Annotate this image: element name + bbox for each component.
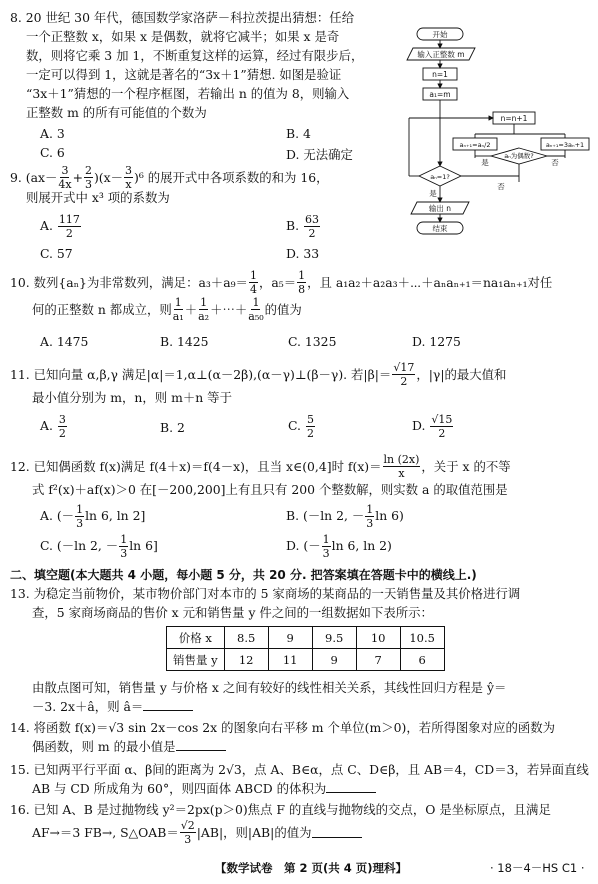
svg-text:开始: 开始 bbox=[432, 30, 448, 39]
q11-option-c[interactable]: C. $\frac{5}{2}$ bbox=[288, 413, 314, 440]
program-flowchart bbox=[405, 26, 590, 236]
svg-text:否: 否 bbox=[497, 182, 505, 191]
fraction: $\frac{3}{x}$ bbox=[125, 163, 133, 191]
q9-option-b[interactable]: B. $\frac{63}{2}$ bbox=[286, 213, 319, 240]
q11-option-d[interactable]: D. $\frac{√15}{2}$ bbox=[412, 413, 453, 440]
question-13: 13. 为稳定当前物价，某市物价部门对本市的 5 家商场的某商品的一天销售量及其价格进行调 查，5 家商场商品的售价 x 元和销售量 y 件之间的一组数据如下表所示： bbox=[10, 586, 521, 620]
table-row: 价格 x 8.5 9 9.5 10 10.5 bbox=[167, 627, 445, 649]
q9-option-d[interactable]: D. 33 bbox=[286, 246, 320, 261]
fraction: $\frac{2}{3}$ bbox=[84, 163, 92, 191]
svg-text:a₁=m: a₁=m bbox=[429, 90, 451, 99]
svg-text:n=n+1: n=n+1 bbox=[500, 114, 528, 123]
q9-option-c[interactable]: C. 57 bbox=[40, 246, 73, 261]
question-15: 15. 已知两平行平面 α、β间的距离为 2√3，点 A、B∈α，点 C、D∈β，且 AB＝4，CD＝3，若异面直线 AB 与 CD 所成角为 60°，则四面体 ABCD 的体积为 bbox=[10, 762, 589, 796]
fraction: $\frac{3}{4x}$ bbox=[58, 163, 72, 191]
svg-text:aₙ=1?: aₙ=1? bbox=[430, 173, 450, 181]
question-8: 8. 20 世纪 30 年代，德国数学家洛萨－科拉茨提出猜想：任给 一个正整数 x，如果 x 是偶数，就将它减半；如果 x 是奇 数，则将它乘 3 加 1，不断重复这样的运算，经过有限步后， 一定可以得到 1，这就是著名的“3x＋1”猜想. 如图是验证 “3x＋1”猜想的一个程序框图，若输出 n 的值为 8，则输入 正整数 m 的所有可能值的个数为 bbox=[10, 10, 364, 120]
q11-option-a[interactable]: A. $\frac{3}{2}$ bbox=[40, 413, 66, 440]
answer-blank[interactable] bbox=[143, 699, 193, 711]
q9-option-a[interactable]: A. $\frac{117}{2}$ bbox=[40, 213, 80, 240]
svg-text:输出 n: 输出 n bbox=[428, 204, 452, 213]
q10-option-b[interactable]: B. 1425 bbox=[160, 334, 209, 349]
q8-option-d[interactable]: D. 无法确定 bbox=[286, 147, 353, 162]
answer-blank[interactable] bbox=[176, 739, 226, 751]
answer-blank[interactable] bbox=[312, 826, 362, 838]
footer-code: · 18－4－HS C1 · bbox=[490, 861, 585, 875]
q8-option-a[interactable]: A. 3 bbox=[40, 126, 65, 141]
q10-option-a[interactable]: A. 1475 bbox=[40, 334, 89, 349]
q12-option-d[interactable]: D. (－ $\frac{1}{3}$ ln 6, ln 2) bbox=[286, 533, 392, 560]
q12-option-a[interactable]: A. (－ $\frac{1}{3}$ ln 6, ln 2] bbox=[40, 503, 146, 530]
svg-text:aₙ₊₁=aₙ/2: aₙ₊₁=aₙ/2 bbox=[459, 141, 491, 149]
q12-option-b[interactable]: B. (－ln 2, － $\frac{1}{3}$ ln 6) bbox=[286, 503, 404, 530]
section-heading: 二、填空题(本大题共 4 小题，每小题 5 分，共 20 分. 把答案填在答题卡中的横线上.) bbox=[10, 568, 477, 582]
answer-blank[interactable] bbox=[326, 781, 376, 793]
svg-text:是: 是 bbox=[481, 158, 489, 167]
q8-option-c[interactable]: C. 6 bbox=[40, 145, 65, 160]
q11-option-b[interactable]: B. 2 bbox=[160, 420, 185, 435]
question-10: 10. 数列{aₙ}为非常数列，满足：a₃＋a₉＝ $\frac{1}{4}$ ，a₅＝ $\frac{1}{8}$ ，且 a₁a₂＋a₂a₃＋⋯＋aₙaₙ₊₁＝na₁aₙ₊₁对任 何的正整数 n 都成立，则 $\frac{1}{\text{a₁}}$ ＋ $\frac{1}{\text{a₂}}$ ＋⋯＋ $\frac{1}{\text{a₅₀}}$ 的值为 bbox=[10, 268, 553, 323]
svg-text:是: 是 bbox=[429, 189, 437, 198]
svg-text:结束: 结束 bbox=[432, 224, 448, 233]
price-sales-table bbox=[166, 626, 445, 671]
question-11: 11. 已知向量 α,β,γ 满足|α|＝1,α⊥(α－2β),(α－γ)⊥(β－γ). 若|β|＝ $\frac{√17}{2}$ ，|γ|的最大值和 最小值分别为 m，n，则 m＋n 等于 bbox=[10, 360, 507, 405]
svg-text:aₙ为偶数?: aₙ为偶数? bbox=[504, 152, 534, 160]
svg-text:n=1: n=1 bbox=[432, 70, 448, 79]
svg-text:输入正整数 m: 输入正整数 m bbox=[417, 50, 465, 59]
q10-option-c[interactable]: C. 1325 bbox=[288, 334, 337, 349]
question-13-cont: 由散点图可知，销售量 y 与价格 x 之间有较好的线性相关关系，其线性回归方程是 ŷ＝ －3. 2x＋â，则 â＝ bbox=[32, 680, 507, 714]
svg-text:否: 否 bbox=[551, 158, 559, 167]
question-14: 14. 将函数 f(x)＝√3 sin 2x－cos 2x 的图象向右平移 m 个单位(m＞0)，若所得图象对应的函数为 偶函数，则 m 的最小值是 bbox=[10, 720, 556, 754]
question-16: 16. 已知 A、B 是过抛物线 y²＝2px(p＞0)焦点 F 的直线与抛物线的交点，O 是坐标原点，且满足 AF→＝3 FB→, S△OAB＝ $\frac{√2}{3}$ |AB|，则|AB|的值为 bbox=[10, 802, 551, 846]
q12-option-c[interactable]: C. (－ln 2, － $\frac{1}{3}$ ln 6] bbox=[40, 533, 158, 560]
q8-option-b[interactable]: B. 4 bbox=[286, 126, 311, 141]
q10-option-d[interactable]: D. 1275 bbox=[412, 334, 461, 349]
table-row: 销售量 y 12 11 9 7 6 bbox=[167, 649, 445, 671]
question-12: 12. 已知偶函数 f(x)满足 f(4＋x)＝f(4－x)，且当 x∈(0,4]时 f(x)＝ $\frac{\ln (2x)}{x}$ ，关于 x 的不等 式 f²(x)＋af(x)＞0 在[－200,200]上有且只有 200 个整数解，则实数 a 的取值范围是 bbox=[10, 452, 511, 497]
footer-page-label: 【数学试卷 第 2 页(共 4 页)理科】 bbox=[215, 861, 408, 875]
svg-text:aₙ₊₁=3aₙ+1: aₙ₊₁=3aₙ+1 bbox=[545, 141, 585, 149]
question-9: 9. (ax－ $\frac{3}{4x}$ + $\frac{2}{3}$ )(x－ $\frac{3}{x}$ )⁶ 的展开式中各项系数的和为 16， 则展开式中 x³ 项的系数为 bbox=[10, 163, 329, 205]
